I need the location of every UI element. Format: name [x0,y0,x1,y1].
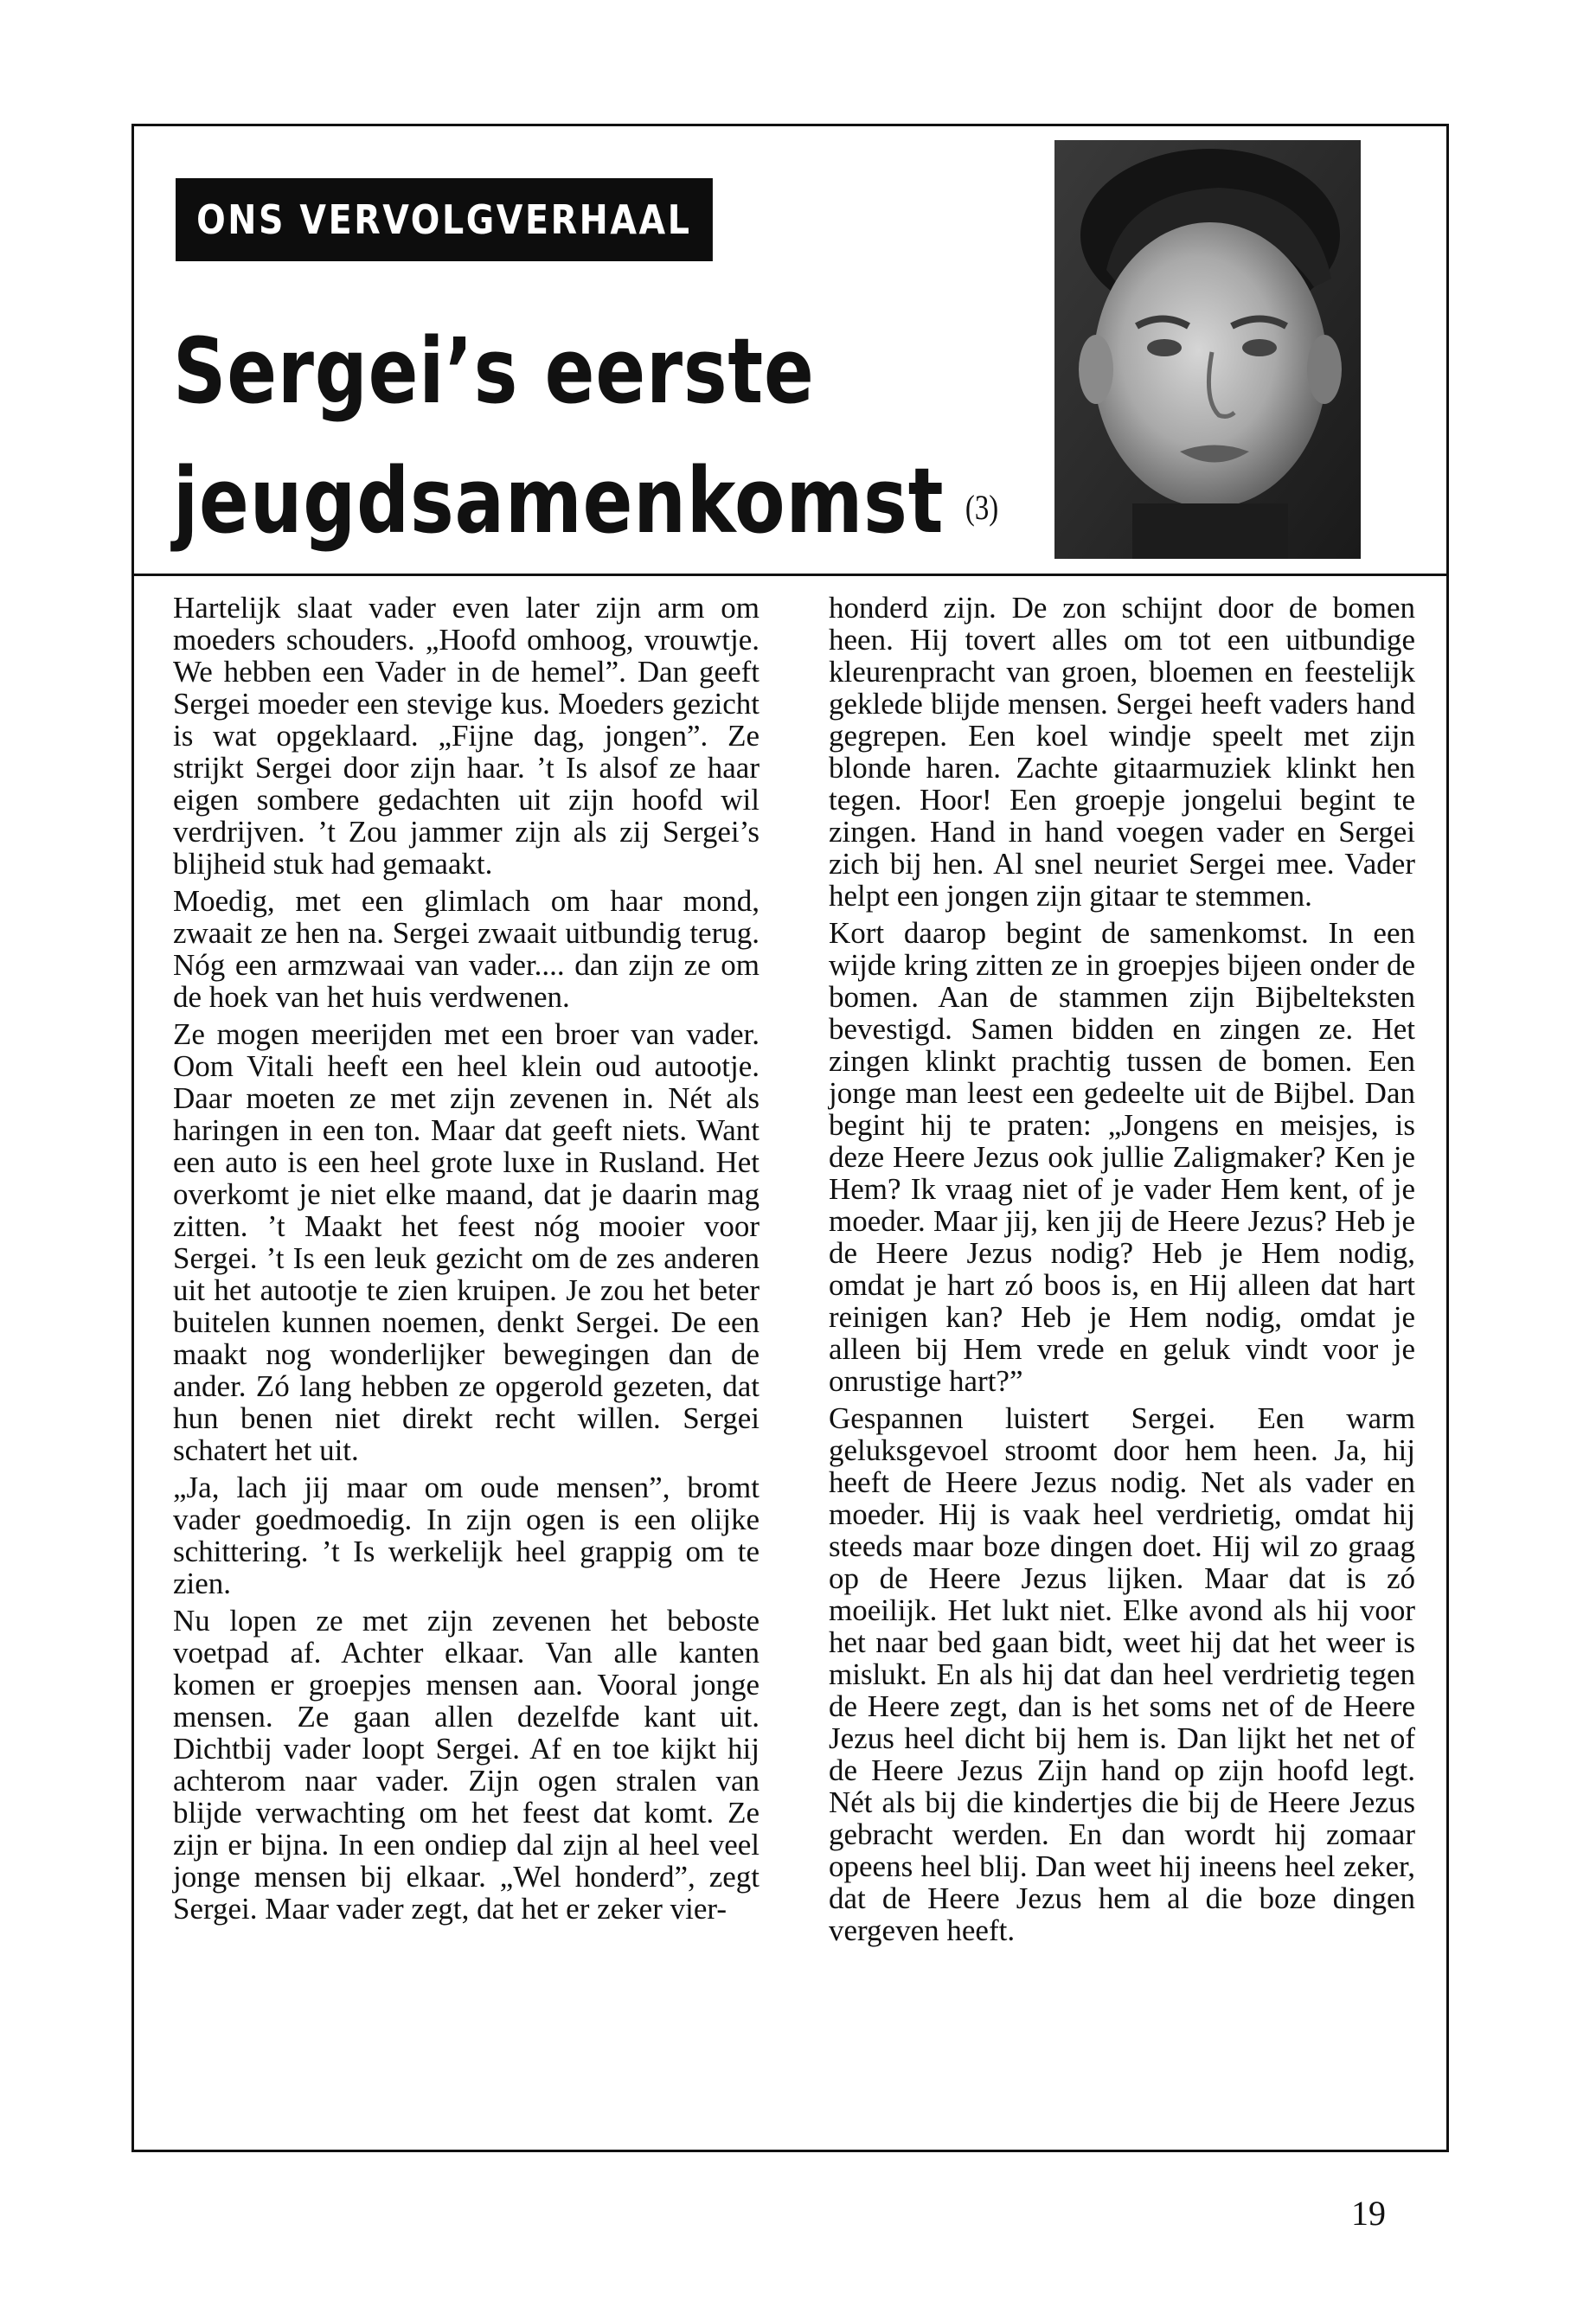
left-column [173,592,760,2131]
article-title [173,306,998,573]
article-frame [131,124,1449,2152]
article-body [173,592,1415,2131]
title-line-2-text: jeugdsamenkomst [173,448,945,554]
title-line-2 [173,436,998,573]
portrait-illustration [1054,140,1361,559]
part-number: (3) [965,487,999,527]
right-column [829,592,1415,2131]
paragraph: Kort daarop begint de samenkomst. In een wijde kring zitten ze in groepjes bijeen onder de bomen. Aan de stammen zijn Bijbelteksten bevestigd. Samen bidden en zingen ze. Het zingen klinkt prachtig tussen de bomen. Een jonge man leest een gedeelte uit de Bijbel. Dan begint hij te praten: „Jongens en meisjes, is deze Heere Jezus ook jullie Zaligmaker? Ken je Hem? Ik vraag niet of je vader Hem kent, of je moeder. Maar jij, ken jij de Heere Jezus? Heb je de Heere Jezus nodig? Heb je Hem nodig, omdat je hart zó boos is, en Hij alleen dat hart reinigen kan? Heb je Hem nodig, omdat je alleen bij Hem vrede en geluk vindt voor je onrustige hart?” [829,916,1415,1398]
title-line-1: Sergei’s eerste [173,318,815,424]
paragraph: honderd zijn. De zon schijnt door de bomen heen. Hij tovert alles om tot een uitbundige kleurenpracht van groen, bloemen en feestelijk geklede blijde mensen. Sergei heeft vaders hand gegrepen. Een koel windje speelt met zijn blonde haren. Zachte gitaarmuziek klinkt hen tegen. Hoor! Een groepje jongelui begint te zingen. Hand in hand voegen vader en Sergei zich bij hen. Al snel neuriet Sergei mee. Vader helpt een jongen zijn gitaar te stemmen. [829,591,1415,913]
paragraph: Nu lopen ze met zijn zevenen het beboste voetpad af. Achter elkaar. Van alle kanten komen er groepjes mensen aan. Vooral jonge mensen. Ze gaan allen dezelfde kant uit. Dichtbij vader loopt Sergei. Af en toe kijkt hij achterom naar vader. Zijn ogen stralen van blijde verwachting om het feest dat komt. Ze zijn er bijna. In een ondiep dal zijn al heel veel jonge mensen bij elkaar. „Wel honderd”, zegt Sergei. Maar vader zegt, dat het er zeker vier- [173,1604,760,1926]
page-number: 19 [1351,2194,1386,2233]
series-badge: ONS VERVOLGVERHAAL [176,178,713,261]
paragraph: Ze mogen meerijden met een broer van vader. Oom Vitali heeft een heel klein oud autootje. Daar moeten ze met zijn zevenen in. Nét als haringen in een ton. Maar dat geeft niets. Want een auto is een heel grote luxe in Rusland. Het overkomt je niet elke maand, dat je daarin mag zitten. ’t Maakt het feest nóg mooier voor Sergei. ’t Is een leuk gezicht om de zes anderen uit het autootje te zien kruipen. Je zou het beter buitelen kunnen noemen, denkt Sergei. De een maakt nog wonderlijker bewegingen dan de ander. Zó lang hebben ze opgerold gezeten, dat hun benen niet direkt recht willen. Sergei schatert het uit. [173,1017,760,1467]
paragraph: Hartelijk slaat vader even later zijn arm om moeders schouders. „Hoofd omhoog, vrouwtje. We hebben een Vader in de hemel”. Dan geeft Sergei moeder een stevige kus. Moeders gezicht is wat opgeklaard. „Fijne dag, jongen”. Ze strijkt Sergei door zijn haar. ’t Is alsof ze haar eigen sombere gedachten uit zijn hoofd wil verdrijven. ’t Zou jammer zijn als zij Sergei’s blijheid stuk had gemaakt. [173,591,760,881]
paragraph: „Ja, lach jij maar om oude mensen”, bromt vader goedmoedig. In zijn ogen is een olijke schittering. ’t Is werkelijk heel grappig om te zien. [173,1471,760,1600]
paragraph: Moedig, met een glimlach om haar mond, zwaait ze hen na. Sergei zwaait uitbundig terug. Nóg een armzwaai van vader.... dan zijn ze om de hoek van het huis verdwenen. [173,884,760,1014]
portrait-photo [1054,140,1361,559]
article-header [134,126,1446,576]
paragraph: Gespannen luistert Sergei. Een warm geluksgevoel stroomt door hem heen. Ja, hij heeft de Heere Jezus nodig. Net als vader en moeder. Hij is vaak heel verdrietig, omdat hij steeds maar boze dingen doet. Hij wil zo graag op de Heere Jezus lijken. Maar dat is zó moeilijk. Het lukt niet. Elke avond als hij voor het naar bed gaan bidt, weet hij dat het weer is mislukt. En als hij dat dan heel verdrietig tegen de Heere zegt, dan is het soms net of de Heere Jezus heel dicht bij hem is. Dan lijkt het net of de Heere Jezus Zijn hand op zijn hoofd legt. Nét als bij die kindertjes die bij de Heere Jezus gebracht werden. En dan wordt hij zomaar opeens heel blij. Dan weet hij ineens heel zeker, dat de Heere Jezus hem al die boze dingen vergeven heeft. [829,1401,1415,1947]
